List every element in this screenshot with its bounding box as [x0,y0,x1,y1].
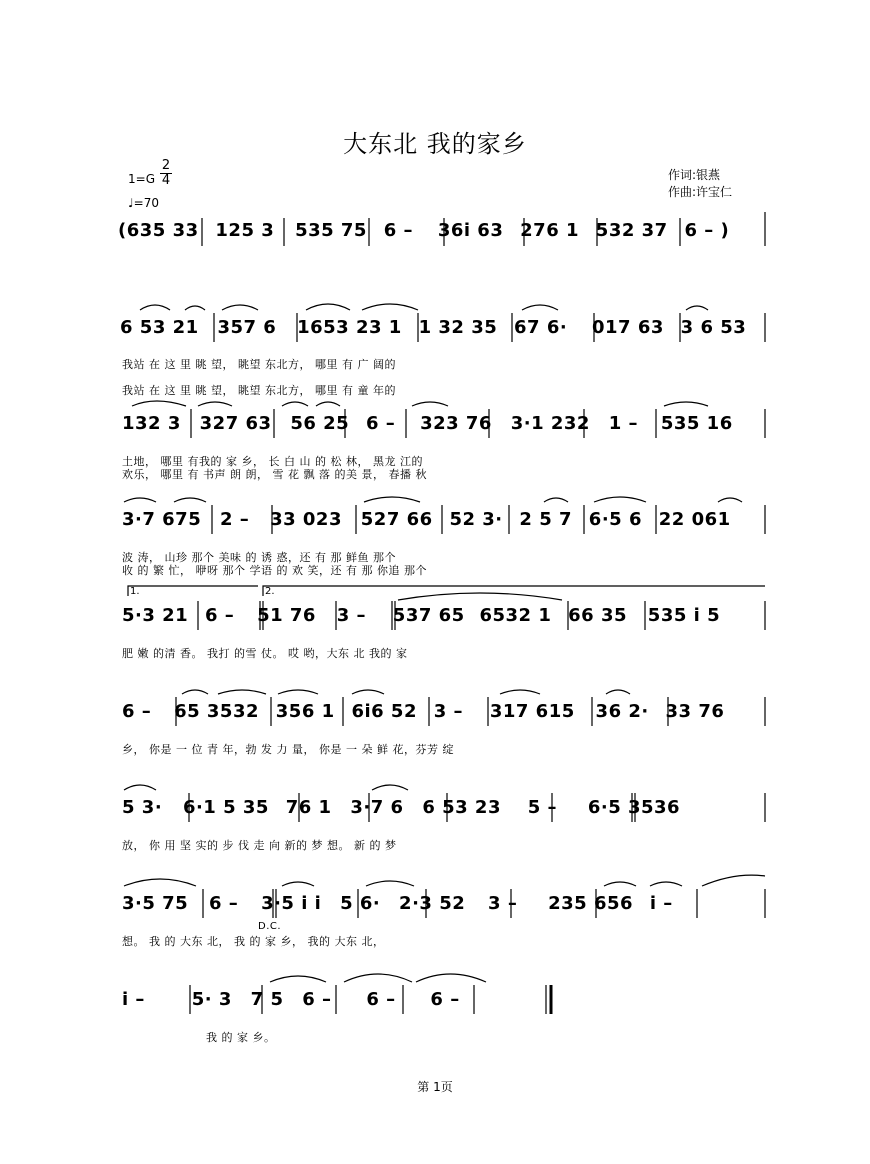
measure: 51 76 [257,605,316,626]
time-signature-bottom: 4 [161,173,171,188]
measure: 66 35 [568,605,628,626]
measure: 6532 1 [479,605,552,626]
measure: 56 25 [290,413,350,434]
measure: 6 53 23 [422,797,501,818]
measure: 276 1 [520,220,580,241]
measure: 1 32 35 [418,317,498,338]
measure: 6i6 52 [351,701,417,722]
measure: 535 16 [660,413,733,434]
measure: 017 63 [592,317,664,338]
song-title: 大东北 我的家乡 [343,130,527,158]
time-signature-top: 2 [161,158,171,173]
measure: 537 65 [392,605,465,626]
tempo-value: =70 [133,196,159,210]
measure: 2 – [220,509,250,530]
measure: 6 – [430,989,460,1010]
lyric-line: 乡， 你是 一 位 青 年，勃 发 力 量， 你是 一 朵 鲜 花，芬芳 绽 [122,743,454,756]
measure: 6 – [366,989,396,1010]
lyricist: 作词:银燕 [668,168,721,182]
measure: 3 – [336,605,367,626]
measure: 6 53 21 [120,317,199,338]
measure: 76 1 [285,797,332,818]
measure: 356 1 [275,701,335,722]
measure: 3·5 i i [261,893,322,914]
measure: 532 37 [595,220,668,241]
measure: 3·7 675 [122,509,202,530]
measure: 6 – [122,701,152,722]
measure: 2·3 52 [399,893,466,914]
measure: 1 – [608,413,639,434]
measure: 3 6 53 [680,317,747,338]
volta-first-label: 1. [130,586,140,597]
composer: 作曲:许宝仁 [668,185,733,199]
measure: 1653 23 1 [297,317,402,338]
quarter-note-icon: ♩ [128,196,134,210]
volta-second-label: 2. [265,586,275,597]
measure: 36i 63 [437,220,504,241]
measure: 2 5 7 [519,509,573,530]
dc-marking: D.C. [258,921,282,932]
lyric-line: 波 涛， 山珍 那个 美味 的 诱 惑，还 有 那 鲜鱼 那个 [122,551,396,564]
measure: 5 – [527,797,558,818]
measure: i – [649,893,673,914]
measure: 33 023 [270,509,342,530]
measure: 3·1 232 [510,413,590,434]
measure: 22 061 [658,509,731,530]
measure: 6 – ) [684,220,730,241]
measure: 3·7 6 [350,797,404,818]
lyric-line: 我站 在 这 里 眺 望， 眺望 东北方， 哪里 有 童 年的 [122,384,396,397]
measure: 317 615 [489,701,575,722]
measure: 67 6· [514,317,568,338]
measure: 6·5 3536 [587,797,681,818]
measure: (635 33 [118,220,199,241]
lyric-line: 欢乐， 哪里 有 书声 朗 朗， 雪 花 飘 落 的美 景， 春播 秋 [122,468,427,481]
measure: 3 – [433,701,464,722]
measure: 6 – [204,605,235,626]
lyric-line: 放， 你 用 坚 实的 步 伐 走 向 新的 梦 想。 新 的 梦 [122,839,397,852]
measure: 6 – [365,413,396,434]
measure: 125 3 [215,220,275,241]
measure: 6 – [383,220,414,241]
measure: 5· 3 [191,989,232,1010]
measure: 36 2· [595,701,649,722]
lyric-line: 收 的 繁 忙， 咿呀 那个 学语 的 欢 笑，还 有 那 你追 那个 [122,564,427,577]
measure: 535 75 [295,220,367,241]
measure: 527 66 [360,509,433,530]
lyric-line: 想。 我 的 大东 北， 我 的 家 乡， 我的 大东 北， [122,935,385,948]
measure: 6 – [208,893,239,914]
page-number: 第 1页 [417,1080,453,1094]
measure: 357 6 [217,317,277,338]
measure: 33 76 [665,701,725,722]
measure: i – [122,989,145,1010]
lyric-line: 我 的 家 乡。 [206,1031,276,1044]
lyric-line: 土地， 哪里 有我的 家 乡， 长 白 山 的 松 林， 黑龙 江的 [122,455,423,468]
lyric-line: 肥 嫩 的清 香。 我打 的雪 仗。 哎 哟，大东 北 我的 家 [122,647,408,660]
measure: 132 3 [122,413,181,434]
measure: 7 5 [250,989,284,1010]
measure: 3 – [488,893,518,914]
measure: 327 63 [199,413,272,434]
measure: 6 – [302,989,332,1010]
measure: 5 6· [340,893,381,914]
measure: 3·5 75 [122,893,189,914]
lyric-line: 我站 在 这 里 眺 望， 眺望 东北方， 哪里 有 广 阔的 [122,358,396,371]
measure: 52 3· [449,509,503,530]
measure: 5 3· [122,797,163,818]
key-signature: 1=G [128,172,155,186]
measure: 65 3532 [174,701,259,722]
measure: 6·5 6 [588,509,642,530]
measure: 235 656 [548,893,634,914]
measure: 323 76 [420,413,492,434]
measure: 6·1 5 35 [182,797,269,818]
measure: 5·3 21 [122,605,189,626]
measure: 535 i 5 [647,605,721,626]
